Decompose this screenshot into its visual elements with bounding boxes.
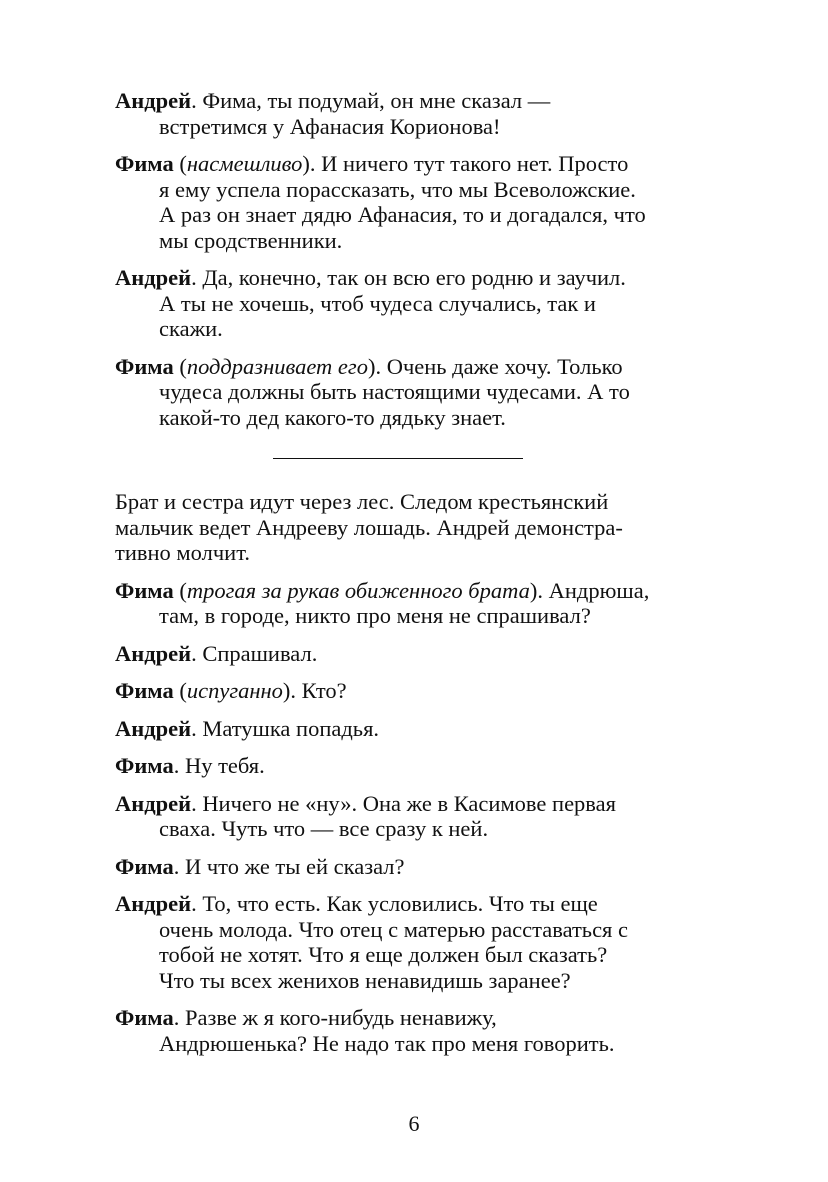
- line-text: чудеса должны быть настоящими чудесами. А то: [159, 379, 630, 404]
- line-text: (: [173, 353, 187, 379]
- dialogue-block-2: [115, 578, 685, 1057]
- dialogue-line: [115, 228, 685, 254]
- speaker-name: Фима: [115, 151, 174, 176]
- line-text: там, в городе, никто про меня не спрашивал?: [159, 603, 591, 628]
- line-text: ). Кто?: [282, 678, 347, 703]
- speaker-name: Фима: [115, 577, 174, 603]
- line-text: ). Андрюша,: [529, 577, 650, 603]
- line-text: тобой не хотят. Что я еще должен был сказать?: [159, 942, 608, 967]
- narration-line: Брат и сестра идут через лес. Следом крестьянский: [115, 489, 609, 514]
- dialogue-line: [115, 1031, 685, 1057]
- line-text: . Разве ж я кого-нибудь ненавижу,: [173, 1005, 497, 1030]
- line-text: ). И ничего тут такого нет. Просто: [302, 151, 629, 176]
- line-text: . Матушка попадья.: [191, 715, 380, 741]
- dialogue-paragraph: [115, 265, 685, 342]
- line-text: А ты не хочешь, чтоб чудеса случались, так и: [159, 290, 596, 316]
- dialogue-paragraph: [115, 678, 685, 704]
- dialogue-block-1: [115, 88, 685, 430]
- dialogue-line: [115, 114, 685, 140]
- speaker-name: Фима: [115, 853, 174, 879]
- dialogue-paragraph: [115, 854, 685, 880]
- speaker-name: Андрей: [115, 265, 192, 290]
- stage-direction: испуганно: [186, 678, 283, 703]
- line-text: (: [173, 577, 187, 603]
- dialogue-paragraph: [115, 891, 685, 993]
- line-text: . И что же ты ей сказал?: [173, 853, 405, 879]
- line-text: очень молода. Что отец с матерью расставаться с: [159, 916, 629, 942]
- dialogue-line: [115, 816, 685, 842]
- dialogue-line: [115, 917, 685, 943]
- page-content: [115, 88, 685, 1068]
- dialogue-paragraph: [115, 151, 685, 253]
- line-text: скажи.: [159, 316, 223, 341]
- dialogue-line: [115, 578, 685, 604]
- line-text: встретимся у Афанасия Корионова!: [159, 113, 501, 139]
- line-text: . Фима, ты подумай, он мне сказал —: [191, 88, 551, 113]
- dialogue-paragraph: [115, 791, 685, 842]
- line-text: ). Очень даже хочу. Только: [367, 353, 623, 379]
- line-text: . Ничего не «ну». Она же в Касимове первая: [191, 790, 616, 816]
- dialogue-line: [115, 641, 685, 667]
- narration-line: мальчик ведет Андрееву лошадь. Андрей демонстра-: [115, 514, 623, 540]
- line-text: (: [173, 678, 187, 703]
- speaker-name: Андрей: [115, 640, 192, 666]
- dialogue-line: [115, 854, 685, 880]
- speaker-name: Фима: [115, 678, 174, 703]
- dialogue-line: [115, 202, 685, 228]
- line-text: сваха. Чуть что — все сразу к ней.: [159, 816, 489, 841]
- dialogue-line: [115, 791, 685, 817]
- speaker-name: Андрей: [115, 790, 192, 816]
- dialogue-line: [115, 379, 685, 405]
- line-text: мы сродственники.: [159, 227, 343, 253]
- dialogue-line: [115, 265, 685, 291]
- speaker-name: Андрей: [115, 88, 192, 113]
- dialogue-line: [115, 316, 685, 342]
- narration-line: тивно молчит.: [115, 540, 250, 565]
- dialogue-line: [115, 177, 685, 203]
- speaker-name: Фима: [115, 1005, 174, 1030]
- dialogue-line: [115, 968, 685, 994]
- speaker-name: Андрей: [115, 715, 192, 741]
- line-text: какой-то дед какого-то дядьку знает.: [159, 404, 506, 430]
- dialogue-line: [115, 753, 685, 779]
- page-number: 6: [408, 1111, 420, 1136]
- dialogue-line: [115, 151, 685, 177]
- line-text: . Да, конечно, так он всю его родню и заучил.: [191, 265, 626, 290]
- dialogue-line: [115, 716, 685, 742]
- stage-direction: поддразнивает его: [186, 353, 368, 379]
- dialogue-line: [115, 88, 685, 114]
- speaker-name: Фима: [115, 353, 174, 379]
- dialogue-paragraph: [115, 88, 685, 139]
- dialogue-line: [115, 603, 685, 629]
- dialogue-paragraph: [115, 578, 685, 629]
- stage-direction: трогая за рукав обиженного брата: [186, 577, 530, 603]
- dialogue-paragraph: [115, 641, 685, 667]
- dialogue-line: [115, 891, 685, 917]
- dialogue-paragraph: [115, 1005, 685, 1056]
- dialogue-line: [115, 1005, 685, 1031]
- line-text: Андрюшенька? Не надо так про меня говорить.: [159, 1030, 615, 1056]
- dialogue-paragraph: [115, 716, 685, 742]
- line-text: . То, что есть. Как условились. Что ты еще: [191, 891, 598, 916]
- line-text: . Ну тебя.: [173, 753, 265, 778]
- speaker-name: Андрей: [115, 891, 192, 916]
- dialogue-line: [115, 405, 685, 431]
- scene-divider: [273, 458, 523, 459]
- line-text: Что ты всех женихов ненавидишь заранее?: [159, 967, 571, 993]
- line-text: А раз он знает дядю Афанасия, то и догадался, что: [159, 202, 646, 227]
- speaker-name: Фима: [115, 753, 174, 778]
- line-text: (: [173, 151, 187, 176]
- stage-narration: [115, 489, 685, 566]
- dialogue-line: [115, 678, 685, 704]
- dialogue-paragraph: [115, 753, 685, 779]
- dialogue-line: [115, 354, 685, 380]
- line-text: . Спрашивал.: [191, 640, 318, 666]
- stage-direction: насмешливо: [186, 151, 303, 176]
- dialogue-paragraph: [115, 354, 685, 431]
- line-text: я ему успела порассказать, что мы Всеволожские.: [159, 176, 636, 202]
- dialogue-line: [115, 942, 685, 968]
- dialogue-line: [115, 291, 685, 317]
